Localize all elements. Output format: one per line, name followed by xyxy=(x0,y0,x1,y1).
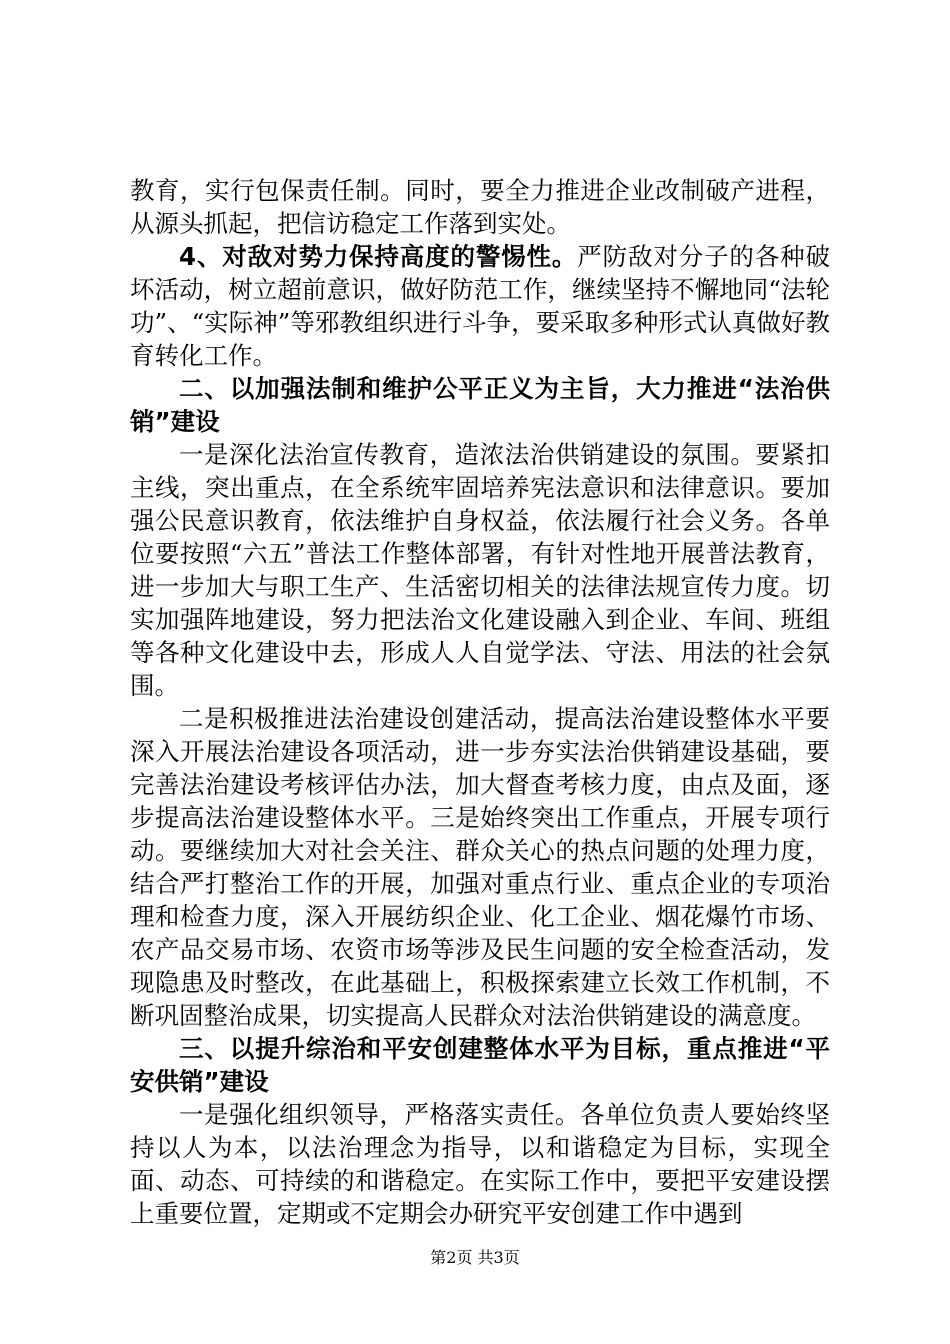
paragraph-text: 严防敌对分子的各种破坏活动，树立超前意识，做好防范工作，继续坚持不懈地同“法轮功”、“实际神”等邪教组织进行斗争，要采取多种形式认真做好教育转化工作。 xyxy=(130,242,831,370)
paragraph-lead: 4、对敌对势力保持高度的警惕性。 xyxy=(179,242,578,271)
section-heading-3: 三、以提升综治和平安创建整体水平为目标，重点推进“平安供销”建设 xyxy=(130,1034,830,1096)
paragraph-rule-of-law-education: 一是深化法治宣传教育，造浓法治供销建设的氛围。要紧扣主线，突出重点，在全系统牢固培养宪法意识和法律意识。要加强公民意识教育，依法维护自身权益，依法履行社会义务。各单位要按照“六五”普法工作整体部署，有针对性地开展普法教育，进一步加大与职工生产、生活密切相关的法律法规宣传力度。切实加强阵地建设，努力把法治文化建设融入到企业、车间、班组等各种文化建设中去，形成人人自觉学法、守法、用法的社会氛围。 xyxy=(130,440,830,700)
page-footer: 第2页 共3页 xyxy=(430,1248,520,1267)
section-heading-2: 二、以加强法制和维护公平正义为主旨，大力推进“法治供销”建设 xyxy=(130,374,830,436)
document-body xyxy=(130,174,830,1230)
paragraph-organization-leadership: 一是强化组织领导，严格落实责任。各单位负责人要始终坚持以人为本，以法治理念为指导，以和谐稳定为目标，实现全面、动态、可持续的和谐稳定。在实际工作中，要把平安建设摆上重要位置，定期或不定期会办研究平安创建工作中遇到 xyxy=(130,1100,830,1228)
paragraph-item-4 xyxy=(130,240,830,372)
paragraph-continuation: 教育，实行包保责任制。同时，要全力推进企业改制破产进程，从源头抓起，把信访稳定工作落到实处。 xyxy=(130,176,830,238)
paragraph-rule-of-law-activities: 二是积极推进法治建设创建活动，提高法治建设整体水平要深入开展法治建设各项活动，进一步夯实法治供销建设基础，要完善法治建设考核评估办法，加大督查考核力度，由点及面，逐步提高法治建设整体水平。三是始终突出工作重点，开展专项行动。要继续加大对社会关注、群众关心的热点问题的处理力度，结合严打整治工作的开展，加强对重点行业、重点企业的专项治理和检查力度，深入开展纺织企业、化工企业、烟花爆竹市场、农产品交易市场、农资市场等涉及民生问题的安全检查活动，发现隐患及时整改，在此基础上，积极探索建立长效工作机制，不断巩固整治成果，切实提高人民群众对法治供销建设的满意度。 xyxy=(130,704,830,1030)
